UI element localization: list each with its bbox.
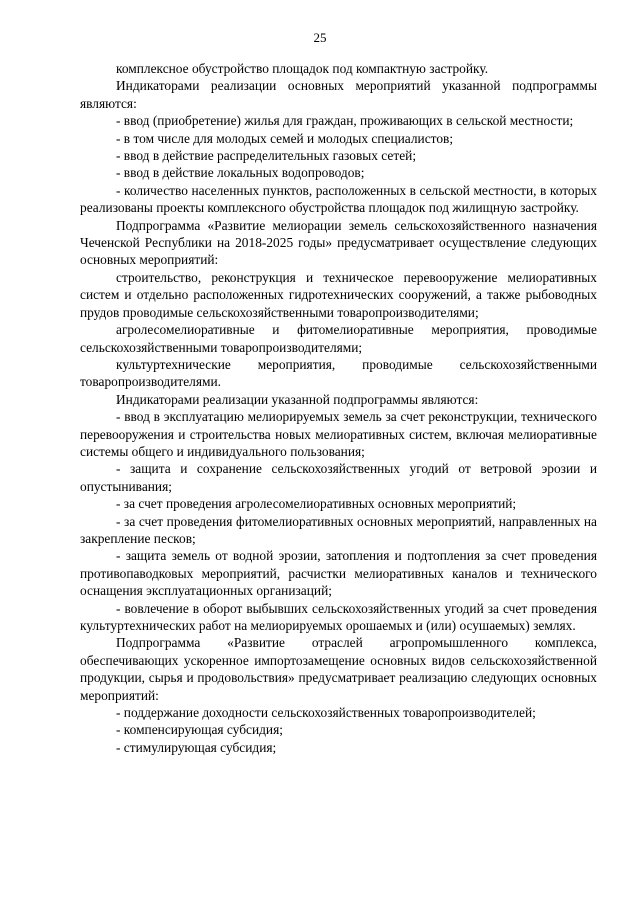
paragraph: - в том числе для молодых семей и молодых специалистов; xyxy=(116,130,454,146)
paragraph: - количество населенных пунктов, расположенных в сельской местности, в которых реализованы проекты комплексного обустройства площадок под жилищную застройку. xyxy=(80,182,597,216)
paragraph: - за счет проведения агролесомелиоративных основных мероприятий; xyxy=(116,496,517,512)
paragraph: - ввод в действие распределительных газовых сетей; xyxy=(116,148,417,164)
paragraph: - компенсирующая субсидия; xyxy=(116,722,283,738)
paragraph: Индикаторами реализации указанной подпрограммы являются: xyxy=(116,391,479,407)
page-number: 25 xyxy=(313,30,327,45)
paragraph: Индикаторами реализации основных мероприятий указанной подпрограммы являются: xyxy=(80,78,597,111)
paragraph: - вовлечение в оборот выбывших сельскохозяйственных угодий за счет проведения культуртехнических работ на мелиорируемых орошаемых и (или) осушаемых) землях. xyxy=(80,600,597,633)
paragraph: - ввод в эксплуатацию мелиорируемых земель за счет реконструкции, технического перевооружения и строительства новых мелиоративных систем, включая мелиоративные системы общего и индивидуального пользования; xyxy=(80,409,597,459)
paragraph: - защита земель от водной эрозии, затопления и подтопления за счет проведения противопаводковых мероприятий, расчистки мелиоративных каналов и технического оснащения эксплуатационных организаций; xyxy=(80,548,597,599)
paragraph: комплексное обустройство площадок под компактную застройку. xyxy=(116,61,489,76)
paragraph: - поддержание доходности сельскохозяйственных товаропроизводителей; xyxy=(116,705,536,721)
paragraph: - защита и сохранение сельскохозяйственных угодий от ветровой эрозии и опустынивания; xyxy=(80,461,597,494)
paragraph: культуртехнические мероприятия, проводимые сельскохозяйственными товаропроизводителями. xyxy=(80,356,597,390)
paragraph: Подпрограмма «Развитие мелиорации земель сельскохозяйственного назначения Чеченской Республики на 2018-2025 годы» предусматривает осуществление следующих основных мероприятий: xyxy=(80,217,597,268)
paragraph: - ввод в действие локальных водопроводов; xyxy=(116,165,365,181)
paragraph: строительство, реконструкция и техническое перевооружение мелиоративных систем и отдельно расположенных гидротехнических сооружений, а также рыбоводных прудов проводимые сельскохозяйственными товаропроизводителями; xyxy=(80,269,597,320)
paragraph: Подпрограмма «Развитие отраслей агропромышленного комплекса, обеспечивающих ускоренное импортозамещение основных видов сельскохозяйственной продукции, сырья и продовольствия» предусматривает реализацию следующих основных мероприятий: xyxy=(80,635,597,703)
paragraph: - за счет проведения фитомелиоративных основных мероприятий, направленных на закрепление песков; xyxy=(80,513,597,546)
paragraph: - стимулирующая субсидия; xyxy=(116,739,277,755)
paragraph: агролесомелиоративные и фитомелиоративные мероприятия, проводимые сельскохозяйственными товаропроизводителями; xyxy=(80,322,597,355)
body-text xyxy=(80,60,597,756)
paragraph: - ввод (приобретение) жилья для граждан, проживающих в сельской местности; xyxy=(116,113,574,129)
